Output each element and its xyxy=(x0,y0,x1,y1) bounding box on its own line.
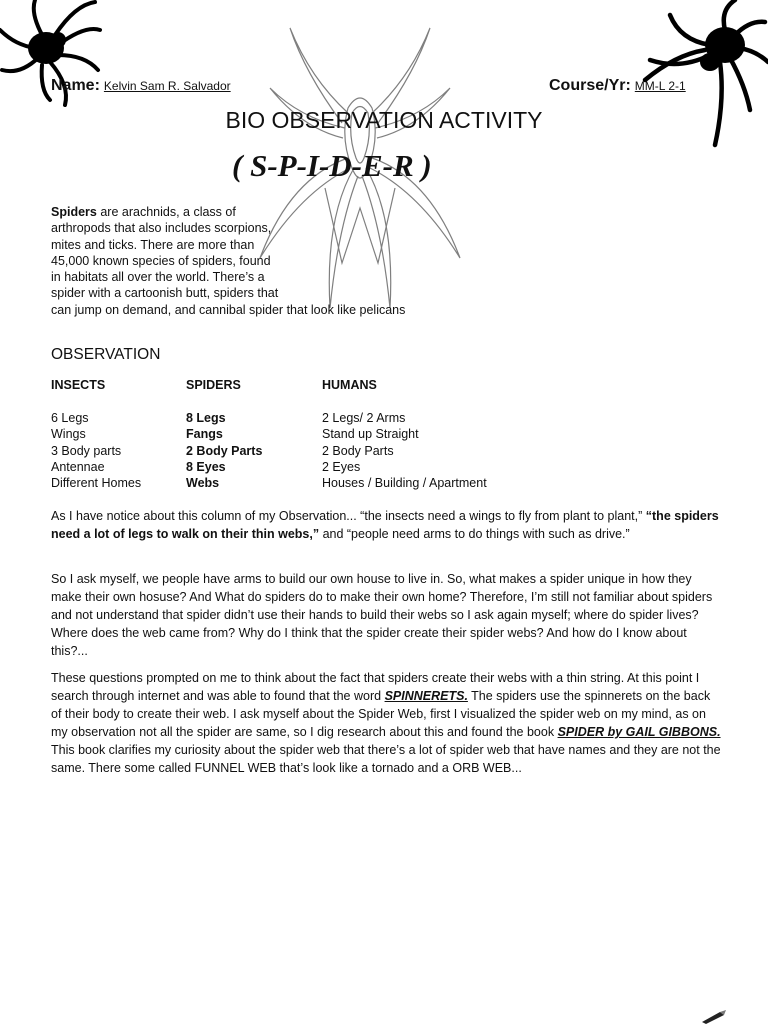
table-cell: 2 Body Parts xyxy=(186,443,263,458)
table-cell: Antennae xyxy=(51,459,105,474)
table-cell: Stand up Straight xyxy=(322,427,419,442)
paragraph-emphasis: SPINNERETS. xyxy=(384,689,468,703)
name-value: Kelvin Sam R. Salvador xyxy=(103,79,231,93)
paragraph-emphasis: SPIDER by GAIL GIBBONS. xyxy=(557,725,721,739)
intro-line: 45,000 known species of spiders, found xyxy=(51,253,271,268)
page-title: BIO OBSERVATION ACTIVITY xyxy=(225,107,543,133)
paragraph-3 xyxy=(51,669,721,777)
table-cell: Different Homes xyxy=(51,476,142,491)
table-cell: Fangs xyxy=(186,427,223,442)
table-cell: 6 Legs xyxy=(51,411,89,425)
intro-line: are arachnids, a class of xyxy=(96,205,236,219)
column-header-insects: INSECTS xyxy=(51,378,106,392)
intro-lead: Spiders xyxy=(51,205,97,219)
table-cell: 2 Body Parts xyxy=(322,443,394,458)
course-value: MM-L 2-1 xyxy=(634,79,686,93)
intro-paragraph xyxy=(51,204,451,318)
name-label: Name: xyxy=(51,77,100,94)
humans-column xyxy=(322,410,487,491)
table-cell: Wings xyxy=(51,427,86,442)
intro-line: mites and ticks. There are more than xyxy=(51,237,255,252)
intro-line: can jump on demand, and cannibal spider that look like pelicans xyxy=(51,302,406,317)
page-subtitle: ( S-P-I-D-E-R ) xyxy=(232,148,432,183)
paragraph-2: So I ask myself, we people have arms to build our own house to live in. So, what makes a spider unique in how they make their own hosuse? And What do spiders do to make their own home? Therefore, I’m still not familiar about spiders and not understand that spider didn’t use their hands to build their webs so I ask again myself; where do spider lives? Where does the web came from? Why do I think that the spider create their spider webs? And how do I know about this?... xyxy=(51,572,713,658)
column-header-humans: HUMANS xyxy=(322,378,377,392)
table-cell: 3 Body parts xyxy=(51,443,122,458)
table-cell: Houses / Building / Apartment xyxy=(322,476,487,491)
table-cell: 2 Legs/ 2 Arms xyxy=(322,411,406,425)
intro-line: in habitats all over the world. There’s a xyxy=(51,270,265,285)
column-header-spiders: SPIDERS xyxy=(186,378,241,392)
pen-icon xyxy=(700,1010,728,1024)
paragraph-text: This book clarifies my curiosity about the spider web that there’s a lot of spider web that have names and they are not the same. There some called FUNNEL WEB that’s look like a tornado and a ORB WEB... xyxy=(51,743,721,775)
paragraph-text: These questions prompted on me to think about the fact that spiders create their webs with a thin string. At this point I search through internet and was able to found that the word xyxy=(51,671,700,703)
table-cell: Webs xyxy=(186,476,220,491)
paragraph-text: and “people need arms to do things with such as drive.” xyxy=(319,527,630,541)
table-cell: 2 Eyes xyxy=(322,459,361,474)
paragraph-text: The spiders use the spinnerets on the back of their body to create their web. I ask myself about the Spider Web, first I visualized the spider web on my mind, as on my observation not all the spider are same, so I dig research about this and found the book xyxy=(51,689,711,739)
paragraph-1 xyxy=(51,507,721,543)
observation-heading: OBSERVATION xyxy=(51,346,161,363)
paragraph-text: As I have notice about this column of my Observation... “the insects need a wings to fly from plant to plant,” xyxy=(51,509,643,523)
insects-column xyxy=(51,410,141,491)
intro-line: arthropods that also includes scorpions, xyxy=(51,221,272,236)
spiders-column xyxy=(186,410,262,491)
intro-line: spider with a cartoonish butt, spiders that xyxy=(51,286,279,301)
paragraph-emphasis: “the spiders need a lot of legs to walk on their thin webs,” xyxy=(51,509,719,541)
table-cell: 8 Eyes xyxy=(186,459,226,474)
course-field xyxy=(549,77,686,95)
course-label: Course/Yr: xyxy=(549,77,631,94)
name-field xyxy=(51,77,231,95)
table-cell: 8 Legs xyxy=(186,411,226,425)
